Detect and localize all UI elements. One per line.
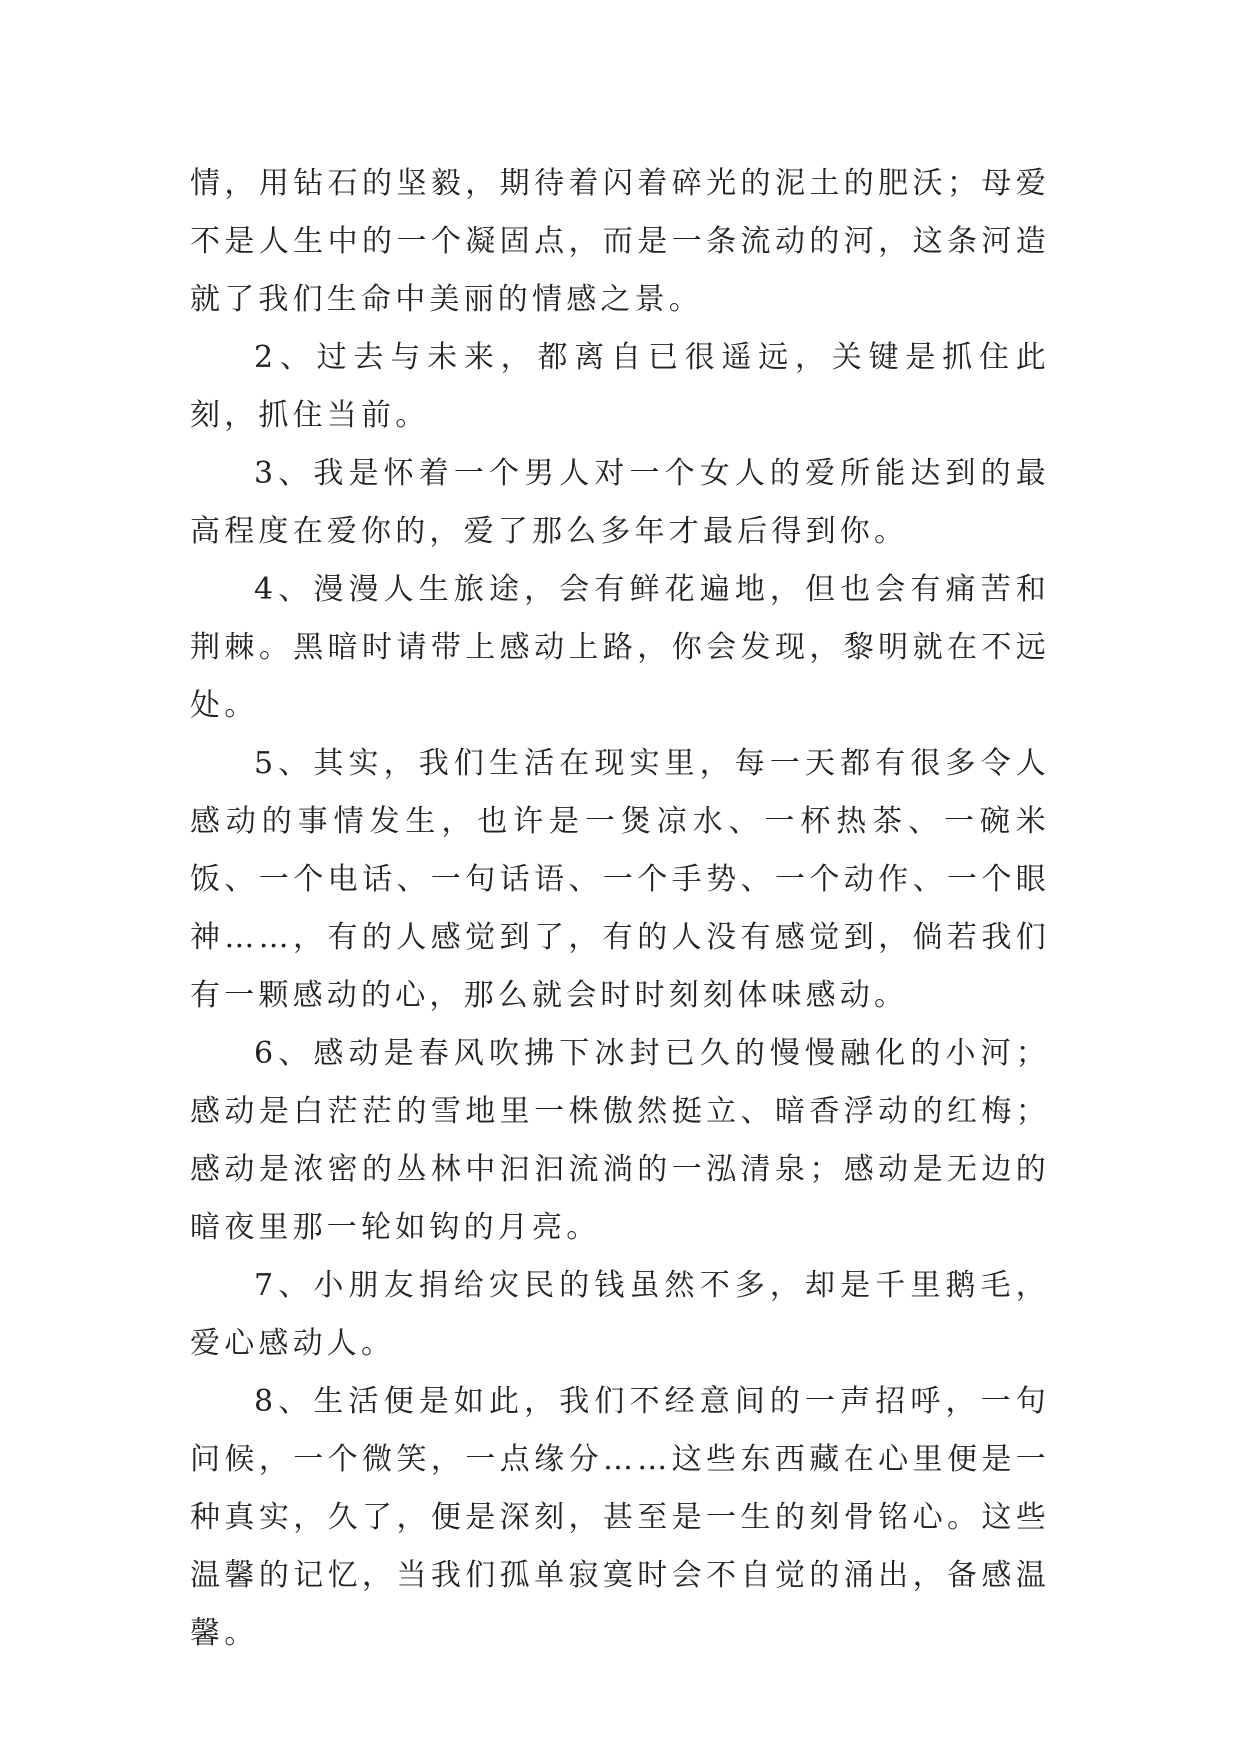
paragraph-item-6: 6、感动是春风吹拂下冰封已久的慢慢融化的小河；感动是白茫茫的雪地里一株傲然挺立、暗香浮动的红梅；感动是浓密的丛林中汩汩流淌的一泓清泉；感动是无边的暗夜里那一轮如钩的月亮。 xyxy=(190,1036,1050,1245)
paragraph-continued: 情，用钻石的坚毅，期待着闪着碎光的泥土的肥沃；母爱不是人生中的一个凝固点，而是一条流动的河，这条河造就了我们生命中美丽的情感之景。 xyxy=(190,166,1050,317)
paragraph-item-8: 8、生活便是如此，我们不经意间的一声招呼，一句问候，一个微笑，一点缘分……这些东西藏在心里便是一种真实，久了，便是深刻，甚至是一生的刻骨铭心。这些温馨的记忆，当我们孤单寂寞时会不自觉的涌出，备感温馨。 xyxy=(190,1384,1050,1651)
paragraph-item-2: 2、过去与未来，都离自已很遥远，关键是抓住此刻，抓住当前。 xyxy=(190,340,1050,433)
paragraph-item-4: 4、漫漫人生旅途，会有鲜花遍地，但也会有痛苦和荆棘。黑暗时请带上感动上路，你会发现，黎明就在不远处。 xyxy=(190,572,1050,723)
paragraph-item-5: 5、其实，我们生活在现实里，每一天都有很多令人感动的事情发生，也许是一煲凉水、一杯热茶、一碗米饭、一个电话、一句话语、一个手势、一个动作、一个眼神……，有的人感觉到了，有的人没有感觉到，倘若我们有一颗感动的心，那么就会时时刻刻体味感动。 xyxy=(190,746,1050,1013)
paragraph-item-3: 3、我是怀着一个男人对一个女人的爱所能达到的最高程度在爱你的，爱了那么多年才最后得到你。 xyxy=(190,456,1050,549)
document-body xyxy=(190,155,1050,1663)
paragraph-item-7: 7、小朋友捐给灾民的钱虽然不多，却是千里鹅毛，爱心感动人。 xyxy=(190,1268,1050,1361)
